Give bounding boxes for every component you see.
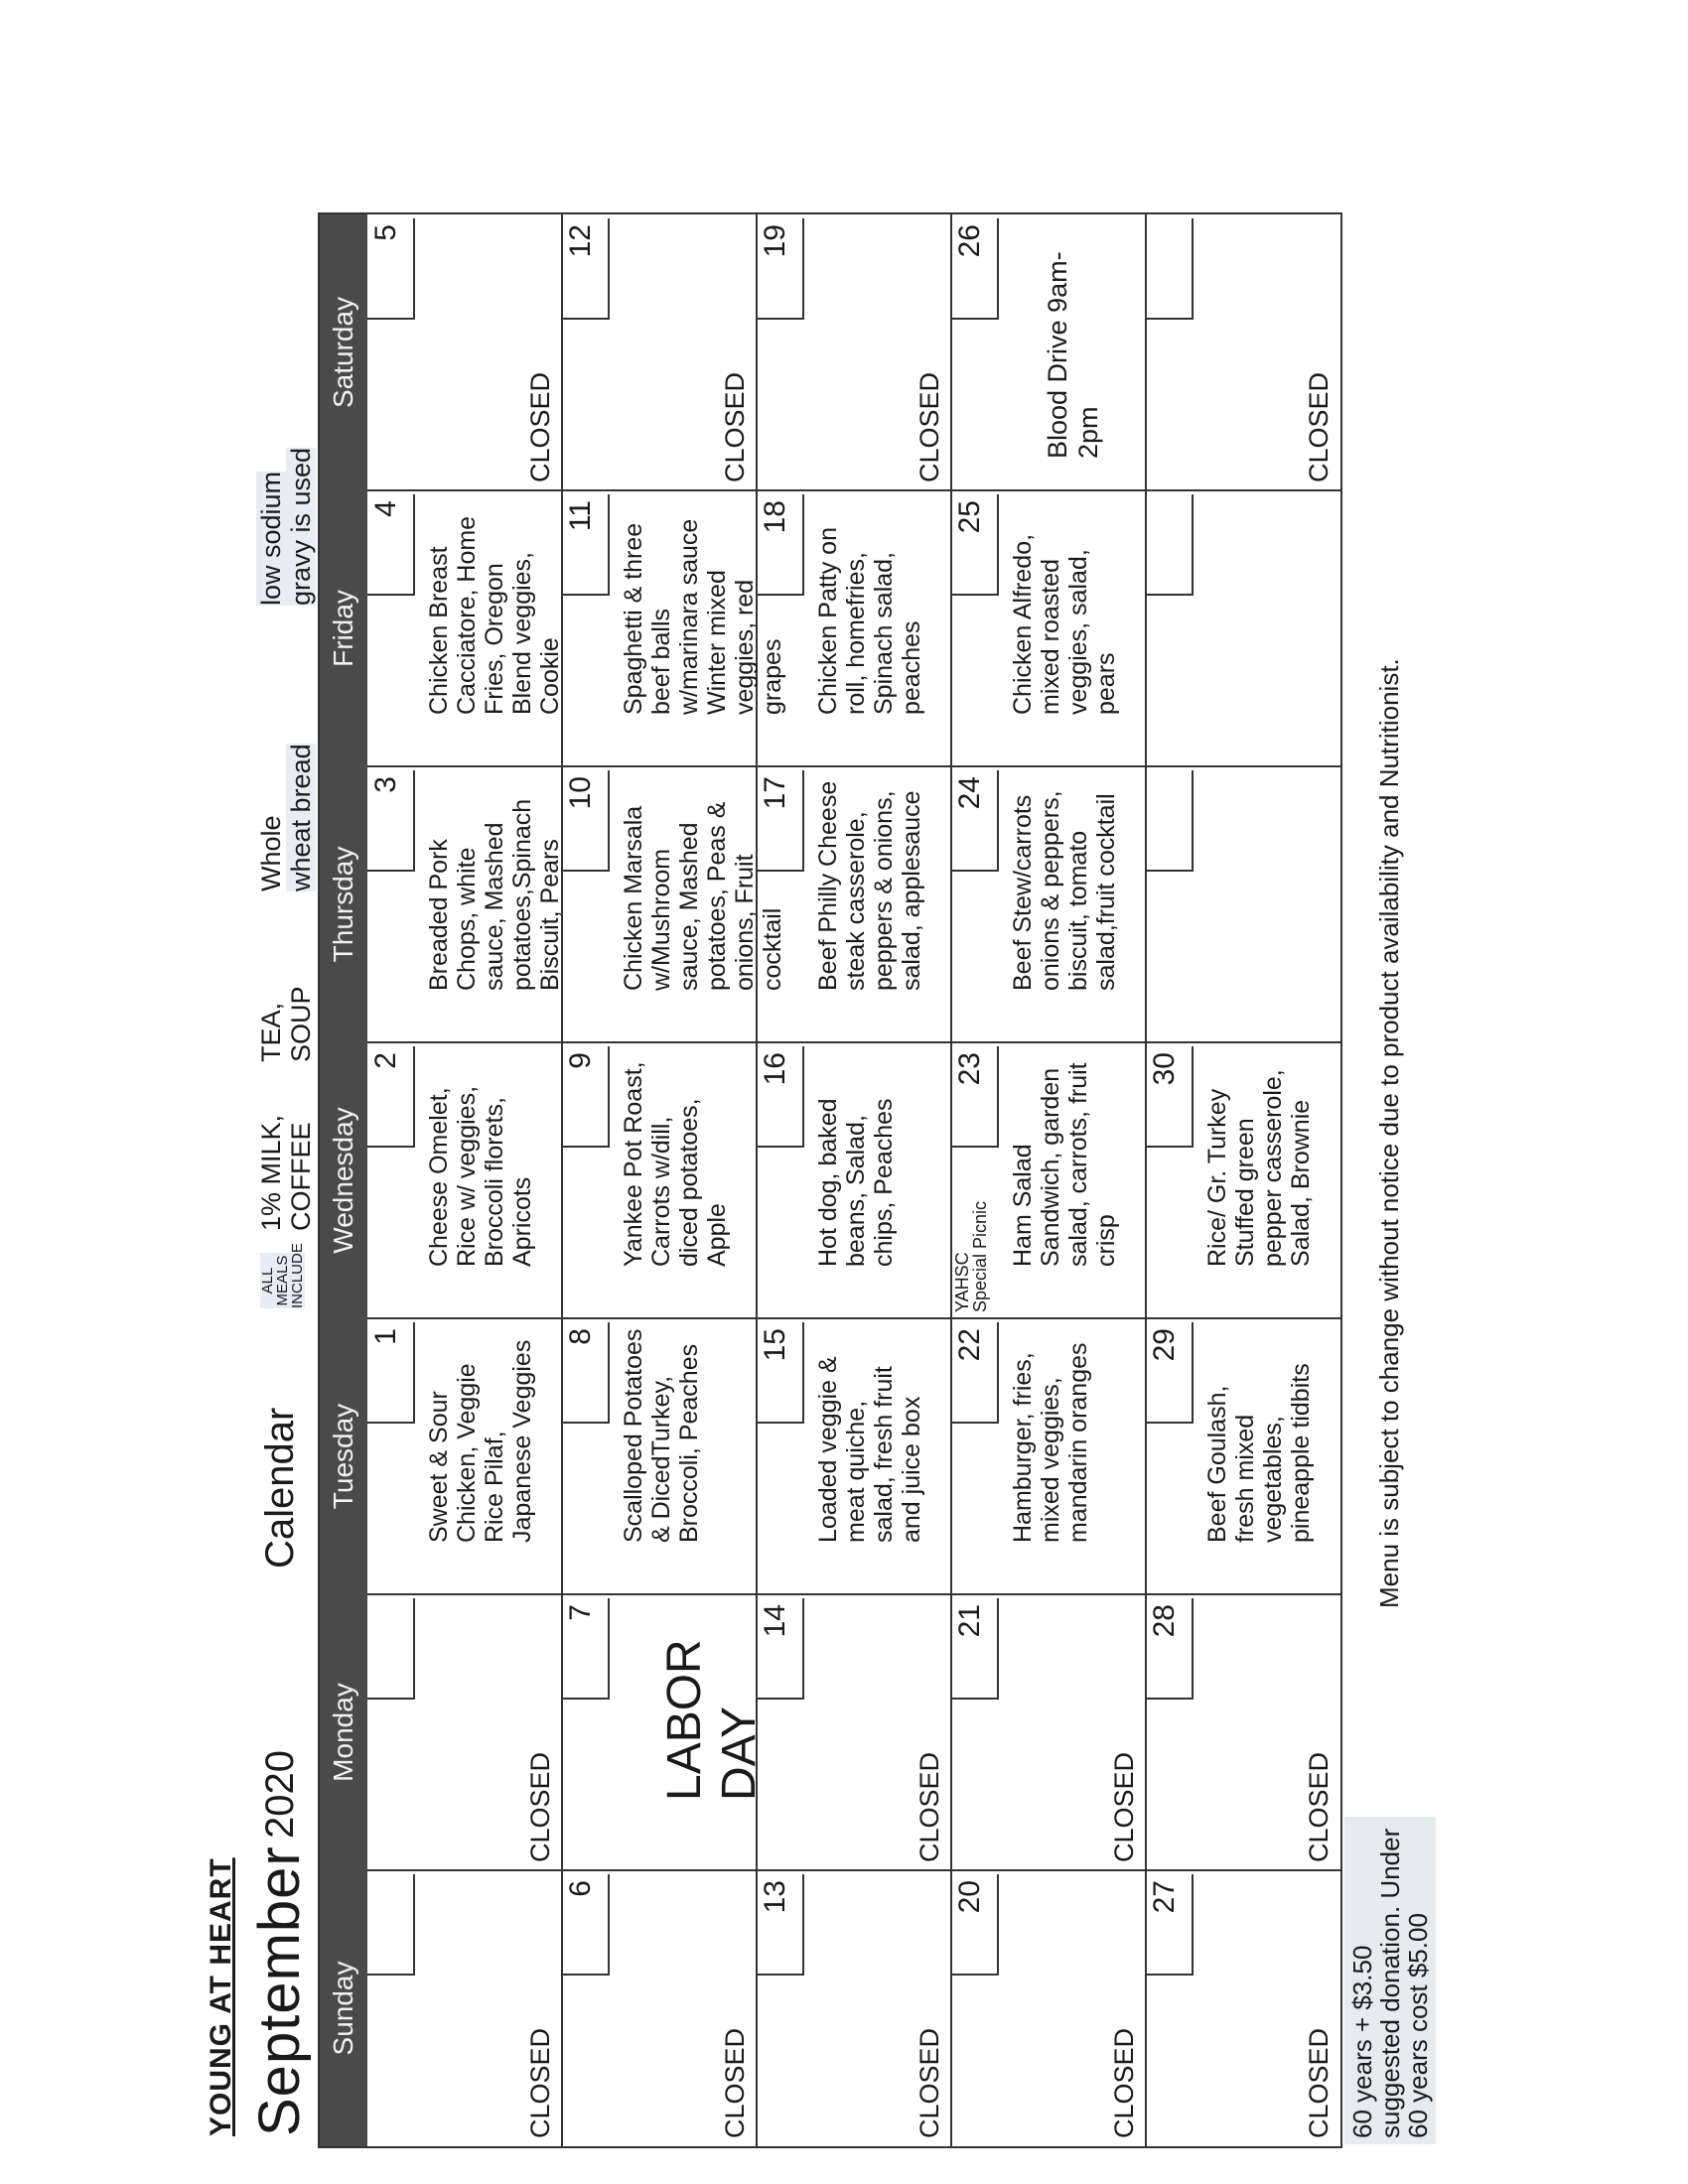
day-name-sunday: Sunday (328, 1961, 358, 2056)
calendar-grid (318, 212, 1342, 2148)
day-header-row (320, 214, 367, 2146)
day-number: 6 (564, 1880, 597, 1897)
menu-text: Scalloped Potatoes & DicedTurkey, Broccoli, Peaches (620, 1328, 703, 1543)
day-cell (562, 1042, 757, 1318)
day-number: 18 (759, 500, 791, 534)
day-cell (1146, 490, 1340, 766)
day-cell (367, 1318, 562, 1594)
day-number: 20 (953, 1880, 986, 1914)
day-cell (367, 214, 562, 490)
menu-text: Beef Goulash, fresh mixed vegetables, pineapple tidbits (1203, 1363, 1315, 1543)
day-name-monday: Monday (328, 1683, 358, 1782)
calendar-title: Calendar (258, 1407, 302, 1569)
day-number: 24 (953, 776, 986, 810)
day-name-friday: Friday (328, 590, 358, 667)
day-number: 10 (564, 776, 597, 810)
day-cell (951, 1870, 1146, 2146)
day-cell (951, 1042, 1146, 1318)
menu-text: Chicken Patty on roll, homefries, Spinach salad, peaches (814, 527, 925, 715)
menu-text: Cheese Omelet, Rice w/ veggies, Broccoli florets, Apricots (425, 1085, 536, 1267)
menu-text: Chicken Marsala w/Mushroom sauce, Mashed potatoes, Peas & onions, Fruit cocktail (620, 801, 786, 991)
day-number: 7 (564, 1604, 597, 1621)
closed-label: CLOSED (525, 1751, 555, 1862)
menu-text: Chicken Breast Cacciatore, Home Fries, Oregon Blend veggies, Cookie (425, 515, 564, 715)
day-number: 15 (759, 1328, 791, 1362)
menu-text: Spaghetti & three beef balls w/marinara sauce Winter mixed veggies, red grapes (620, 518, 786, 715)
day-cell (951, 214, 1146, 490)
day-number: 29 (1148, 1328, 1181, 1362)
day-number-box (367, 1874, 415, 1976)
day-cell (367, 766, 562, 1042)
day-cell (1146, 1042, 1340, 1318)
all-meals-include-label: ALL MEALS INCLUDE (259, 1243, 306, 1308)
closed-label: CLOSED (1304, 371, 1334, 482)
closed-label: CLOSED (525, 371, 555, 482)
day-cell (1146, 1594, 1340, 1870)
closed-label: CLOSED (525, 2027, 555, 2138)
day-cell (757, 214, 951, 490)
menu-text: Beef Philly Cheese steak casserole, peppers & onions, salad, applesauce (814, 780, 925, 991)
closed-label: CLOSED (720, 2027, 750, 2138)
gravy-label: gravy is used (286, 447, 316, 606)
org-name: YOUNG AT HEART (205, 1857, 237, 2136)
wheat-bread-label: wheat bread (286, 744, 316, 891)
day-cell (367, 1594, 562, 1870)
price-note: 60 years + $3.50 suggested donation. Under 60 years cost $5.00 (1344, 1817, 1436, 2144)
day-cell (562, 1594, 766, 1870)
closed-label: CLOSED (1304, 1751, 1334, 1862)
menu-text: Yankee Pot Roast, Carrots w/dill, diced potatoes, Apple (620, 1061, 731, 1267)
day-cell (951, 490, 1146, 766)
day-number: 23 (953, 1052, 986, 1086)
day-number: 16 (759, 1052, 791, 1086)
day-cell (562, 1318, 757, 1594)
day-number-box (1146, 770, 1194, 872)
menu-text: Rice/ Gr. Turkey Stuffed green pepper casserole, Salad, Brownie (1203, 1069, 1315, 1267)
day-cell (951, 1318, 1146, 1594)
day-number: 11 (564, 500, 597, 532)
day-number: 25 (953, 500, 986, 534)
day-number: 21 (953, 1604, 986, 1638)
day-number: 8 (564, 1328, 597, 1345)
day-number: 27 (1148, 1880, 1181, 1914)
day-number: 12 (564, 224, 597, 258)
low-sodium-label: low sodium (256, 471, 286, 606)
day-cell (1146, 766, 1340, 1042)
day-cell (757, 1594, 951, 1870)
day-cell (367, 1042, 562, 1318)
menu-text: Sweet & Sour Chicken, Veggie Rice Pilaf, Japanese Veggies (425, 1339, 536, 1543)
year-title: 2020 (258, 1750, 302, 1839)
day-number: 4 (369, 500, 402, 517)
day-cell (757, 766, 951, 1042)
menu-text: Beef Stew/carrots onions & peppers, biscuit, tomato salad,fruit cocktail (1009, 790, 1120, 991)
whole-label: Whole (256, 815, 286, 891)
day-number: 17 (759, 776, 791, 810)
milk-label: 1% MILK, (256, 1114, 286, 1231)
menu-text: Loaded veggie & meat quiche, salad, fresh fruit and juice box (814, 1356, 925, 1543)
month-title: September (247, 1845, 312, 2136)
day-cell (951, 766, 1146, 1042)
day-number: 30 (1148, 1052, 1181, 1086)
closed-label: CLOSED (1109, 1751, 1139, 1862)
closed-label: CLOSED (914, 2027, 944, 2138)
day-cell (367, 1870, 562, 2146)
day-cell (757, 1042, 951, 1318)
day-number-box (367, 1598, 415, 1700)
day-number: 5 (369, 224, 402, 241)
day-number: 2 (369, 1052, 402, 1069)
day-number: 1 (369, 1328, 402, 1345)
day-number: 14 (759, 1604, 791, 1638)
day-number-box (1146, 218, 1194, 320)
day-number: 28 (1148, 1604, 1181, 1638)
day-cell (1146, 214, 1340, 490)
day-number: 26 (953, 224, 986, 258)
day-name-thursday: Thursday (328, 846, 358, 963)
day-cell (1146, 1870, 1340, 2146)
soup-label: SOUP (286, 986, 316, 1062)
closed-label: CLOSED (914, 1751, 944, 1862)
day-cell (562, 1870, 757, 2146)
day-cell (757, 1318, 951, 1594)
day-number-box (1146, 494, 1194, 596)
day-cell (562, 214, 757, 490)
day-cell (757, 1870, 951, 2146)
menu-text: Chicken Alfredo, mixed roasted veggies, salad, pears (1009, 533, 1120, 715)
menu-text: Breaded Pork Chops, white sauce, Mashed potatoes,Spinach Biscuit, Pears (425, 798, 564, 991)
menu-text: Hot dog, baked beans, Salad, chips, Peaches (814, 1098, 898, 1267)
day-number: 19 (759, 224, 791, 258)
closed-label: CLOSED (720, 371, 750, 482)
event-label: Blood Drive 9am-2pm (1043, 251, 1103, 459)
closed-label: CLOSED (914, 371, 944, 482)
day-cell (1146, 1318, 1340, 1594)
menu-text: Hamburger, fries, mixed veggies, mandarin oranges (1009, 1342, 1092, 1543)
day-name-saturday: Saturday (328, 296, 358, 409)
day-number: 3 (369, 776, 402, 793)
day-cell (367, 490, 562, 766)
coffee-label: COFFEE (286, 1122, 316, 1231)
closed-label: CLOSED (1304, 2027, 1334, 2138)
day-cell (757, 490, 951, 766)
day-name-wednesday: Wednesday (328, 1107, 358, 1254)
holiday-label: LABOR DAY (658, 1639, 766, 1801)
day-cell (951, 1594, 1146, 1870)
day-name-tuesday: Tuesday (328, 1403, 358, 1510)
event-tag: YAHSC Special Picnic (952, 1200, 990, 1312)
tea-label: TEA, (256, 1002, 286, 1062)
day-number: 9 (564, 1052, 597, 1069)
menu-disclaimer: Menu is subject to change without notice due to product availability and Nutritionist. (1374, 658, 1404, 1608)
closed-label: CLOSED (1109, 2027, 1139, 2138)
day-number: 13 (759, 1880, 791, 1914)
day-number: 22 (953, 1328, 986, 1362)
menu-text: Ham Salad Sandwich, garden salad, carrots, fruit crisp (1009, 1062, 1120, 1267)
